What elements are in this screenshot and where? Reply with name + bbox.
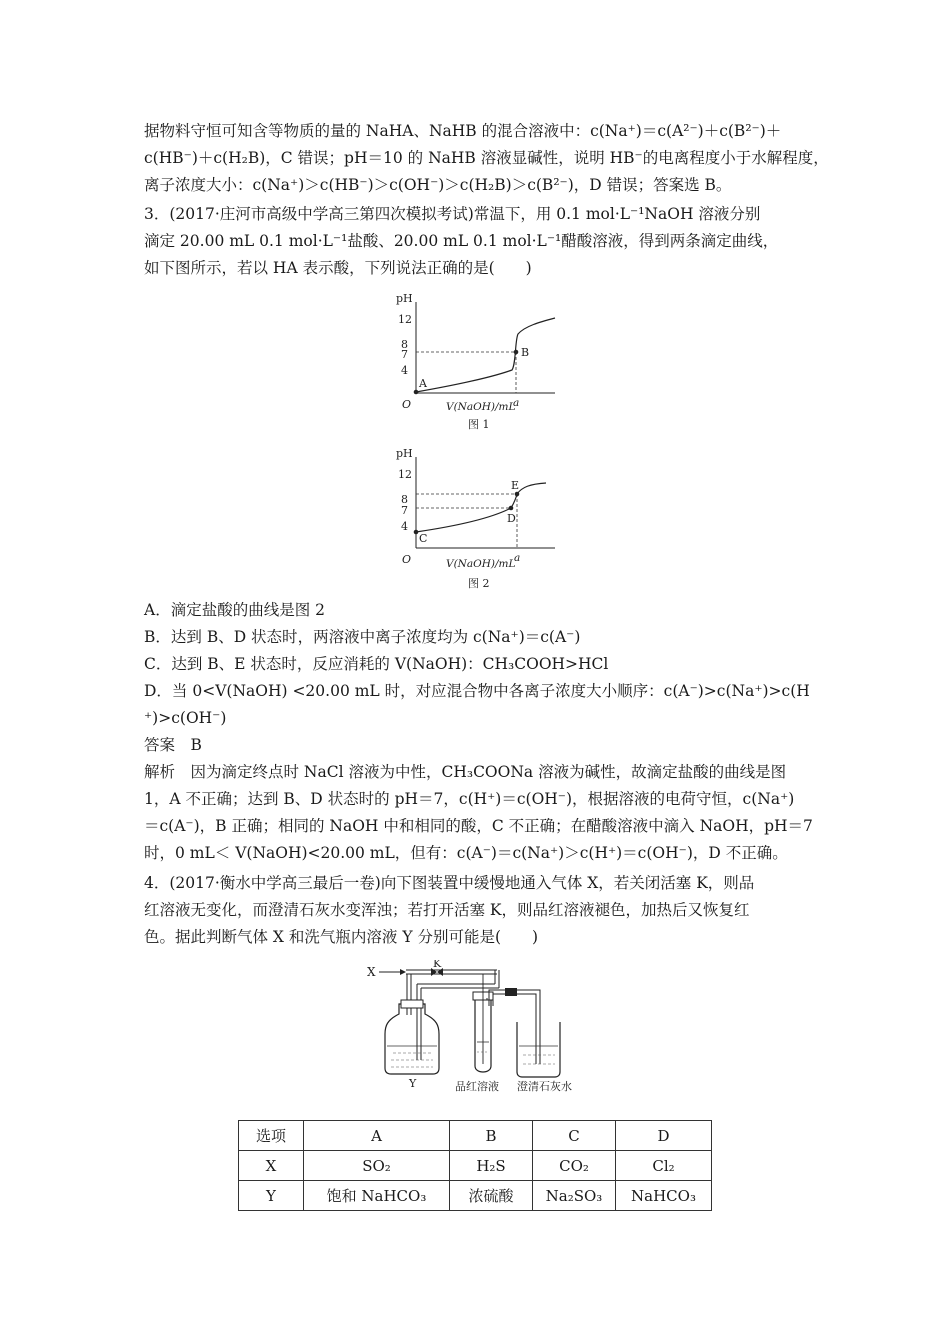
- table-cell: Cl₂: [616, 1151, 712, 1181]
- analysis-line: 时，0 mL＜ V(NaOH)<20.00 mL，但有：c(A⁻)＝c(Na⁺)＞c(H⁺)＝c(OH⁻)，D 不正确。: [144, 844, 788, 862]
- x-axis-label: V(NaOH)/mL: [446, 401, 516, 413]
- option-d-continued: ⁺)>c(OH⁻): [144, 709, 227, 727]
- question-3-stem: [144, 201, 820, 282]
- tick-label: 4: [401, 364, 408, 377]
- origin-label: O: [402, 398, 412, 411]
- x-axis-label: V(NaOH)/mL: [446, 558, 516, 570]
- wash-bottle: [385, 1004, 439, 1074]
- tick-label: 7: [401, 504, 408, 517]
- magenta-solution-label: 品红溶液: [455, 1080, 499, 1093]
- table-cell: 浓硫酸: [450, 1181, 533, 1211]
- solution-y-label: Y: [409, 1077, 417, 1090]
- point-e-marker: [515, 492, 520, 497]
- outlet-tube: [489, 990, 540, 1064]
- table-cell: 选项: [239, 1121, 304, 1151]
- stopcock-k-label: K: [433, 960, 442, 970]
- table-header-row: [239, 1121, 712, 1151]
- tick-label: 12: [398, 313, 412, 326]
- option-c: C．达到 B、E 状态时，反应消耗的 V(NaOH)：CH₃COOH>HCl: [144, 655, 609, 673]
- x-mark-label: a: [514, 552, 521, 564]
- limewater-label: 澄清石灰水: [517, 1080, 572, 1093]
- tick-label: 8: [401, 338, 408, 351]
- table-row: [239, 1181, 712, 1211]
- table-cell: D: [616, 1121, 712, 1151]
- figure-caption: 图 1: [468, 418, 490, 431]
- option-b: B．达到 B、D 状态时，两溶液中离子浓度均为 c(Na⁺)＝c(A⁻): [144, 628, 581, 646]
- tick-label: 4: [401, 520, 408, 533]
- x-mark-label: a: [513, 397, 520, 409]
- text-line: 色。据此判断气体 X 和洗气瓶内溶液 Y 分别可能是( ): [144, 928, 539, 946]
- table-cell: C: [533, 1121, 616, 1151]
- figure-caption: 图 2: [468, 577, 490, 590]
- titration-curve: [416, 483, 546, 532]
- text-line: 4．(2017·衡水中学高三最后一卷)向下图装置中缓慢地通入气体 X，若关闭活塞 K，则品: [144, 874, 755, 892]
- option-a: A．滴定盐酸的曲线是图 2: [144, 601, 325, 619]
- point-e-label: E: [511, 479, 520, 492]
- analysis-line: 解析 因为滴定终点时 NaCl 溶液为中性，CH₃COONa 溶液为碱性，故滴定盐酸的曲线是图: [144, 763, 787, 781]
- analysis-line: ＝c(A⁻)，B 正确；相同的 NaOH 中和相同的酸，C 不正确；在醋酸溶液中滴入 NaOH，pH＝7: [144, 817, 813, 835]
- table-cell: NaHCO₃: [616, 1181, 712, 1211]
- outlet-tube: [493, 994, 536, 1064]
- table-cell: Na₂SO₃: [533, 1181, 616, 1211]
- text-line: 滴定 20.00 mL 0.1 mol·L⁻¹盐酸、20.00 mL 0.1 mol·L⁻¹醋酸溶液，得到两条滴定曲线，: [144, 232, 779, 250]
- titration-curve: [416, 318, 555, 392]
- text-line: 3．(2017·庄河市高级中学高三第四次模拟考试)常温下，用 0.1 mol·L⁻¹NaOH 溶液分别: [144, 205, 761, 223]
- rubber-tube-clamp: [505, 988, 517, 996]
- titration-figure-1: [390, 288, 565, 438]
- table-cell: B: [450, 1121, 533, 1151]
- point-c-marker: [414, 530, 419, 535]
- tick-label: 12: [398, 468, 412, 481]
- y-axis-label: pH: [396, 292, 413, 305]
- point-d-marker: [509, 506, 514, 511]
- point-c-label: C: [419, 532, 428, 545]
- question-4-stem: [144, 870, 820, 951]
- bottle-stopper: [401, 1000, 423, 1008]
- intro-paragraph: [144, 118, 829, 199]
- option-d: D．当 0<V(NaOH) <20.00 mL 时，对应混合物中各离子浓度大小顺序：c(A⁻)>c(Na⁺)>c(H: [144, 682, 810, 700]
- text-line: c(HB⁻)＋c(H₂B)，C 错误；pH＝10 的 NaHB 溶液显碱性，说明 HB⁻的电离程度小于水解程度，: [144, 149, 829, 167]
- point-d-label: D: [507, 512, 516, 525]
- analysis-line: 1，A 不正确；达到 B、D 状态时的 pH＝7，c(H⁺)＝c(OH⁻)，根据溶液的电荷守恒，c(Na⁺): [144, 790, 795, 808]
- table-cell: A: [304, 1121, 450, 1151]
- gas-apparatus-diagram: [365, 960, 595, 1095]
- question-3-options: [144, 597, 820, 867]
- origin-label: O: [402, 553, 412, 566]
- table-row: [239, 1151, 712, 1181]
- text-line: 如下图所示，若以 HA 表示酸，下列说法正确的是( ): [144, 259, 532, 277]
- table-cell: SO₂: [304, 1151, 450, 1181]
- point-b-label: B: [521, 346, 530, 359]
- text-line: 红溶液无变化，而澄清石灰水变浑浊；若打开活塞 K，则品红溶液褪色，加热后又恢复红: [144, 901, 750, 919]
- options-table: [238, 1120, 712, 1211]
- answer-line: 答案 B: [144, 736, 202, 754]
- tick-label: 8: [401, 493, 408, 506]
- text-line: 据物料守恒可知含等物质的量的 NaHA、NaHB 的混合溶液中：c(Na⁺)＝c(A²⁻)＋c(B²⁻)＋: [144, 122, 782, 140]
- table-cell: 饱和 NaHCO₃: [304, 1181, 450, 1211]
- table-cell: X: [239, 1151, 304, 1181]
- point-a-marker: [414, 390, 419, 395]
- table-cell: Y: [239, 1181, 304, 1211]
- point-b-marker: [514, 350, 519, 355]
- table-cell: H₂S: [450, 1151, 533, 1181]
- beaker: [517, 1022, 560, 1077]
- point-a-label: A: [419, 377, 427, 390]
- y-axis-label: pH: [396, 447, 413, 460]
- gas-x-label: X: [367, 965, 376, 979]
- titration-figure-2: [390, 443, 565, 595]
- arrow-head: [400, 969, 406, 975]
- tick-label: 7: [401, 348, 408, 361]
- text-line: 离子浓度大小：c(Na⁺)＞c(HB⁻)＞c(OH⁻)＞c(H₂B)＞c(B²⁻)，D 错误；答案选 B。: [144, 176, 732, 194]
- table-cell: CO₂: [533, 1151, 616, 1181]
